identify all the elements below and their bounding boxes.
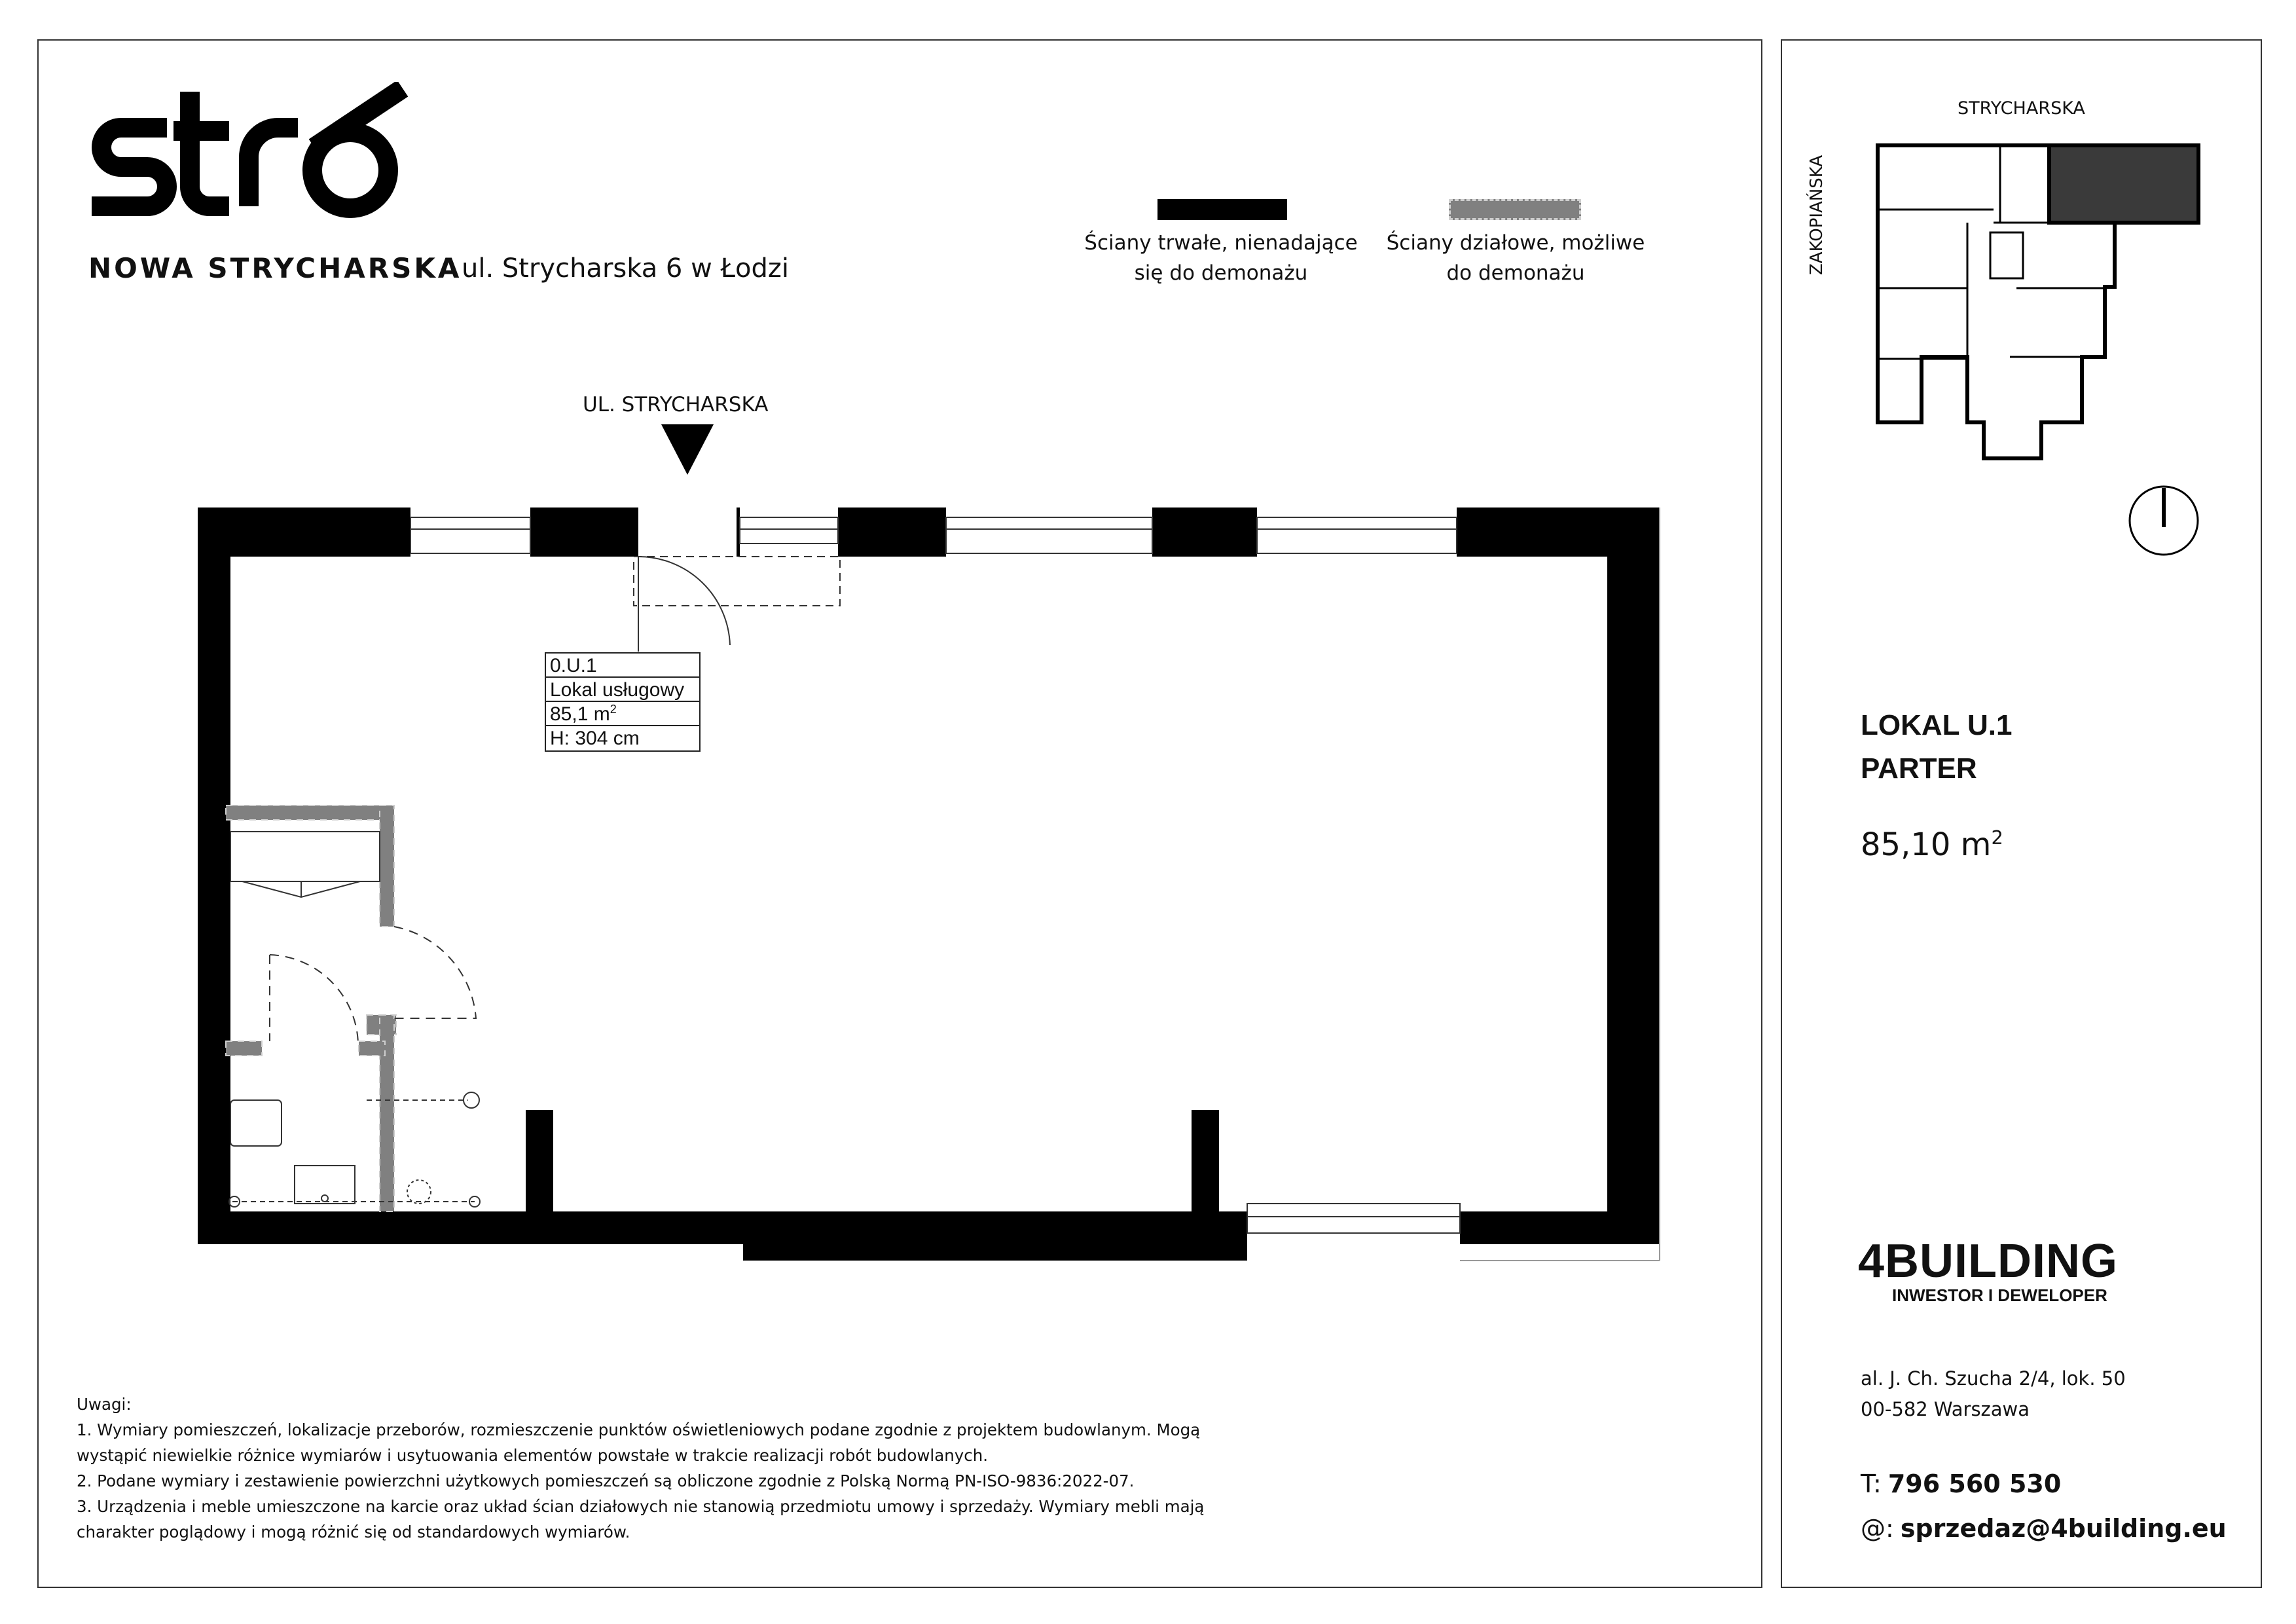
developer-address: al. J. Ch. Szucha 2/4, lok. 50 00-582 Warszawa	[1861, 1367, 2126, 1420]
email-row: @: sprzedaz@4building.eu	[1861, 1514, 2227, 1543]
entrance-door	[634, 557, 840, 652]
room-code: 0.U.1	[546, 654, 699, 678]
windows	[410, 517, 1460, 1233]
room-height: H: 304 cm	[550, 728, 640, 749]
north-arrow-icon	[2130, 487, 2198, 555]
room-area: 85,1 $m^2$	[546, 702, 699, 726]
partition-walls	[226, 805, 396, 1211]
phone-row: T: 796 560 530	[1861, 1469, 2062, 1498]
room-type: Lokal usługowy	[546, 678, 699, 702]
project-address: ul. Strycharska 6 w Łodzi	[462, 253, 789, 284]
logo-name: NOWA STRYCHARSKA	[88, 252, 462, 284]
key-plan-street-top: STRYCHARSKA	[1958, 98, 2085, 119]
unit-title-line1: LOKAL U.1	[1861, 709, 2013, 741]
wc-fixtures	[229, 832, 480, 1207]
note-1: 1. Wymiary pomieszczeń, lokalizacje przeborów, rozmieszczenie punktów oświetleniowych podane zgodnie z projektem budowlanym. Mogą wystąpić niewielkie różnice wymiarów i usytuowania elementów powstałe w trakcie realizacji robót budowlanych.	[77, 1420, 1201, 1465]
notes-heading: Uwagi:	[77, 1395, 132, 1414]
legend-permanent-label: Ściany trwałe, nienadające się do demonażu	[1084, 231, 1358, 285]
permanent-walls	[198, 507, 1660, 1261]
phone-link[interactable]: 796 560 530	[1887, 1469, 2062, 1498]
developer-contact	[1861, 1462, 2227, 1551]
note-3: 3. Urządzenia i meble umieszczone na karcie oraz układ ścian działowych nie stanowią przedmiotu umowy i sprzedaży. Wymiary mebli mają charakter poglądowy i mogą różnić się od standardowych wymiarów.	[77, 1497, 1205, 1541]
legend-partition-label: Ściany działowe, możliwe do demonażu	[1386, 231, 1645, 285]
unit-area: 85,10 $m^2$	[1861, 826, 2003, 863]
note-2: 2. Podane wymiary i zestawienie powierzchni użytkowych pomieszczeń są obliczone zgodnie z Polską Normą PN-ISO-9836:2022-07.	[77, 1471, 1135, 1490]
key-plan	[1878, 145, 2198, 458]
key-plan-street-side: ZAKOPIAŃSKA	[1807, 155, 1827, 275]
entrance-arrow-icon	[661, 424, 714, 475]
developer-subtitle: INWESTOR I DEWELOPER	[1892, 1285, 2107, 1305]
unit-title-line2: PARTER	[1861, 752, 1977, 784]
room-label	[545, 652, 701, 752]
notes	[77, 1392, 1242, 1545]
developer-logo: 4BUILDING	[1858, 1235, 2119, 1287]
key-plan-unit-highlight	[2049, 145, 2198, 223]
unit-title	[1861, 704, 2012, 790]
email-link[interactable]: sprzedaz@4building.eu	[1900, 1514, 2227, 1543]
street-label: UL. STRYCHARSKA	[583, 393, 769, 416]
